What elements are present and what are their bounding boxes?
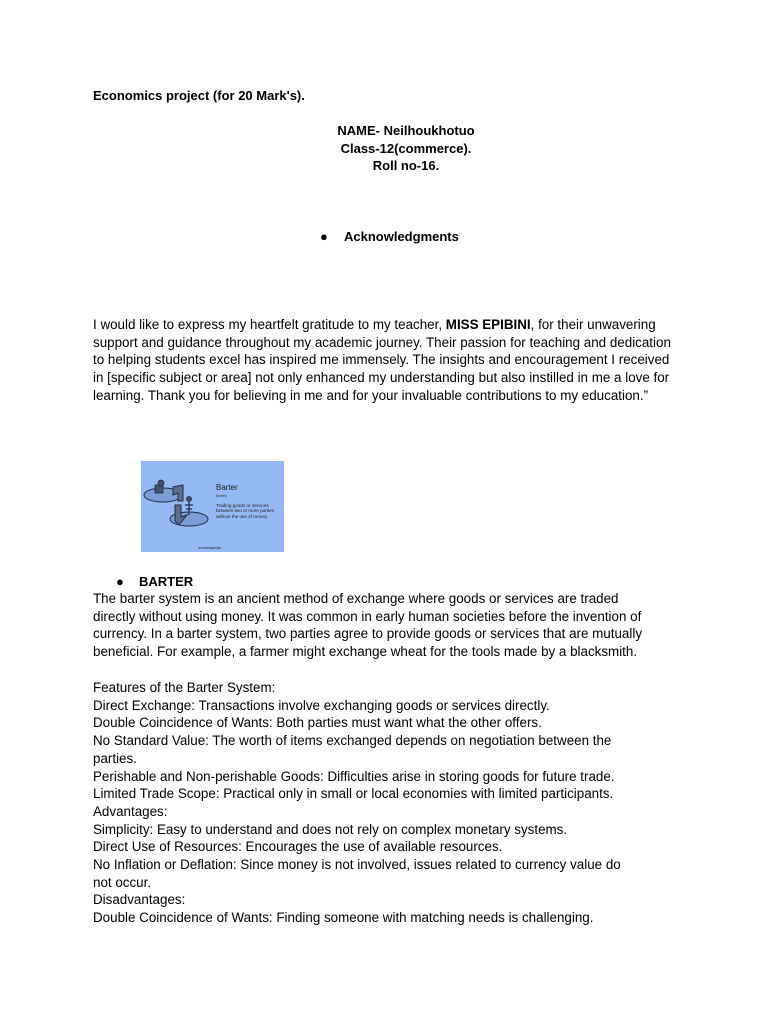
- feature-line: Direct Exchange: Transactions involve exchanging goods or services directly.: [93, 697, 550, 713]
- image-subtitle: [barter]: [216, 494, 228, 498]
- intro-line: The barter system is an ancient method of exchange where goods or services are traded: [93, 591, 619, 606]
- image-description: Trading goods or services between two or more parties without the use of money.: [216, 503, 274, 519]
- acknowledgments-heading-text: Acknowledgments: [344, 229, 459, 244]
- acknowledgments-heading: [320, 228, 459, 245]
- barter-features: [93, 679, 693, 927]
- bullet-icon: ●: [116, 574, 124, 589]
- image-brand: Investopedia: [198, 545, 221, 550]
- barter-intro: [93, 590, 693, 661]
- bullet-icon: ●: [320, 229, 328, 244]
- image-title: Barter: [216, 483, 238, 492]
- advantage-line: not occur.: [93, 874, 152, 890]
- advantage-line: Simplicity: Easy to understand and does not rely on complex monetary systems.: [93, 821, 568, 837]
- disadvantage-line: Double Coincidence of Wants: Finding someone with matching needs is challenging.: [93, 910, 594, 926]
- feature-line: parties.: [93, 750, 137, 766]
- teacher-name: MISS EPIBINI: [445, 317, 531, 332]
- features-heading: Features of the Barter System:: [93, 680, 276, 695]
- feature-line: Limited Trade Scope: Practical only in small or local economies with limited participants.: [93, 786, 614, 802]
- intro-line: currency. In a barter system, two parties agree to provide goods or services that are mutually: [93, 626, 643, 642]
- barter-illustration: [141, 461, 284, 552]
- ack-text-before: I would like to express my heartfelt gratitude to my teacher,: [93, 317, 446, 332]
- feature-line: No Standard Value: The worth of items exchanged depends on negotiation between the: [93, 733, 612, 749]
- advantage-line: Direct Use of Resources: Encourages the use of available resources.: [93, 839, 503, 855]
- intro-line: beneficial. For example, a farmer might exchange wheat for the tools made by a blacksmith.: [93, 644, 638, 660]
- student-roll: Roll no-16.: [372, 158, 440, 173]
- barter-heading-text: BARTER: [139, 574, 194, 589]
- intro-line: directly without using money. It was common in early human societies before the invention of: [93, 608, 642, 624]
- project-title: Economics project (for 20 Mark's).: [93, 88, 305, 103]
- advantages-heading: Advantages:: [93, 803, 168, 819]
- student-class: Class-12(commerce).: [340, 140, 472, 156]
- ack-text-after: , for their unwavering support and guidance throughout my academic journey. Their passion for teaching and dedication to helping students excel has inspired me immensely. The insights and encouragement I received in [specific subject or area] not only enhanced my understanding but also instilled in me a love for learning. Thank you for believing in me and for your invaluable contributions to my education.”: [93, 317, 671, 403]
- feature-line: Double Coincidence of Wants: Both parties must want what the other offers.: [93, 715, 542, 731]
- acknowledgments-paragraph: [93, 316, 683, 405]
- advantage-line: No Inflation or Deflation: Since money is not involved, issues related to currency value do: [93, 857, 621, 873]
- disadvantages-heading: Disadvantages:: [93, 892, 186, 908]
- student-name: NAME- Neilhoukhotuo: [337, 123, 475, 138]
- barter-heading: [116, 573, 193, 590]
- feature-line: Perishable and Non-perishable Goods: Difficulties arise in storing goods for future trade.: [93, 768, 615, 784]
